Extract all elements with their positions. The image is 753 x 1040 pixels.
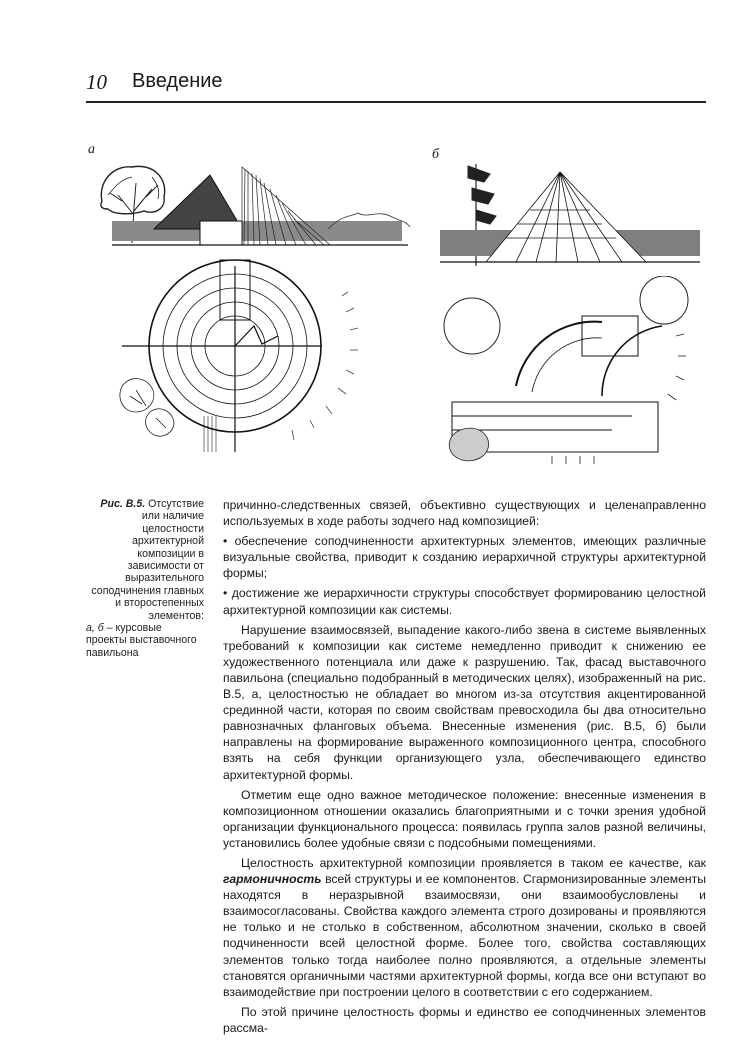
header-rule bbox=[86, 101, 706, 103]
plan-stairs bbox=[204, 416, 216, 452]
plan-shrubs bbox=[120, 379, 174, 437]
term-harmony: гармоничность bbox=[223, 872, 322, 887]
figure-label-b: б bbox=[432, 147, 440, 162]
plan-shrub bbox=[449, 428, 488, 461]
figure-b-plan bbox=[432, 276, 704, 466]
figure-b-elevation bbox=[432, 158, 704, 272]
bullet-2: • достижение же иерархичности структуры способствует формированию целостной архитектурной композиции как системы. bbox=[223, 586, 706, 617]
small-circle-right bbox=[640, 276, 688, 324]
hedge-band bbox=[112, 221, 402, 241]
caption-text: Отсутствие или наличие целостности архитектурной композиции в зависимости от выразительного соподчинения главных и второстепенных элементов: bbox=[91, 498, 204, 622]
figure-label-a: а bbox=[88, 142, 95, 157]
paragraph-3: Отметим еще одно важное методическое положение: внесенные изменения в композиционном отношении оказались благоприятными и с точки зрения удобной организации функционального процесса: появилась группа залов разной величины, установились более удобные связи с подсобными помещениями. bbox=[223, 787, 706, 850]
caption-label: Рис. В.5. bbox=[100, 498, 146, 510]
section-title: Введение bbox=[132, 70, 223, 92]
page-header bbox=[86, 70, 706, 100]
plan-radial-ticks bbox=[552, 334, 686, 464]
body-text bbox=[223, 497, 706, 1040]
paragraph-4-rest: всей структуры и ее компонентов. Сгармонизированные элементы находятся в неразрывной взаимосвязи, они взаимообусловлены и взаимосогласованы. Свойства каждого элемента строго дозированы и проявляются не только и не столько в собственном, абсолютном значении, сколько в своей подчиненности всей целостной форме. Более того, свойства составляющих элементов только тогда наиболее полно проявляются, а отдельные элементы становятся органичными частями архитектурной формы, когда все они вступают во взаимодействие при построении целого в соответствии с его содержанием. bbox=[223, 872, 706, 999]
plan-radial-ticks bbox=[292, 292, 358, 440]
bullet-1: • обеспечение соподчиненности архитектурных элементов, имеющих различные визуальные свойства, приводит к созданию иерархичной структуры архитектурной формы; bbox=[223, 534, 706, 581]
page-number: 10 bbox=[86, 70, 107, 94]
paragraph-1: причинно-следственных связей, объективно существующих и целенаправленно используемых в ходе работы зодчего над композицией: bbox=[223, 498, 706, 529]
paragraph-4-start: Целостность архитектурной композиции проявляется в таком ее качестве, как bbox=[241, 855, 706, 870]
legend-text: – курсовые проекты выставочного павильона bbox=[86, 622, 197, 659]
plan-arcs bbox=[516, 322, 662, 396]
figure-a-elevation bbox=[92, 155, 412, 255]
paragraph-2: Нарушение взаимосвязей, выпадение какого-либо звена в системе выявленных требований к композиции как системе немедленно приводит к снижению ее художественного потенциала или даже к разрушению. Так, фасад выставочного павильона (специально подобранный в методических целях), изображенный на рис. В.5, а, целостностью не обладает во многом из-за отсутствия акцентированной срединной части, которая по своим свойствам превосходила бы два относительно равнозначных фланговых объема. Внесенные изменения (рис. В.5, б) были направлены на формирование выраженного композиционного центра, способного взять на себя функции организующего узла, обеспечивающего единство архитектурной формы. bbox=[223, 622, 706, 782]
figure-caption bbox=[86, 498, 204, 659]
paragraph-5: По этой причине целостность формы и единство ее соподчиненных элементов рассма- bbox=[223, 1004, 706, 1035]
legend-letters: а, б bbox=[86, 622, 104, 635]
pavilion-pyramid bbox=[486, 172, 646, 262]
figure-a-plan bbox=[92, 256, 414, 456]
small-circle-left bbox=[444, 298, 500, 354]
paragraph-4 bbox=[223, 855, 706, 1000]
